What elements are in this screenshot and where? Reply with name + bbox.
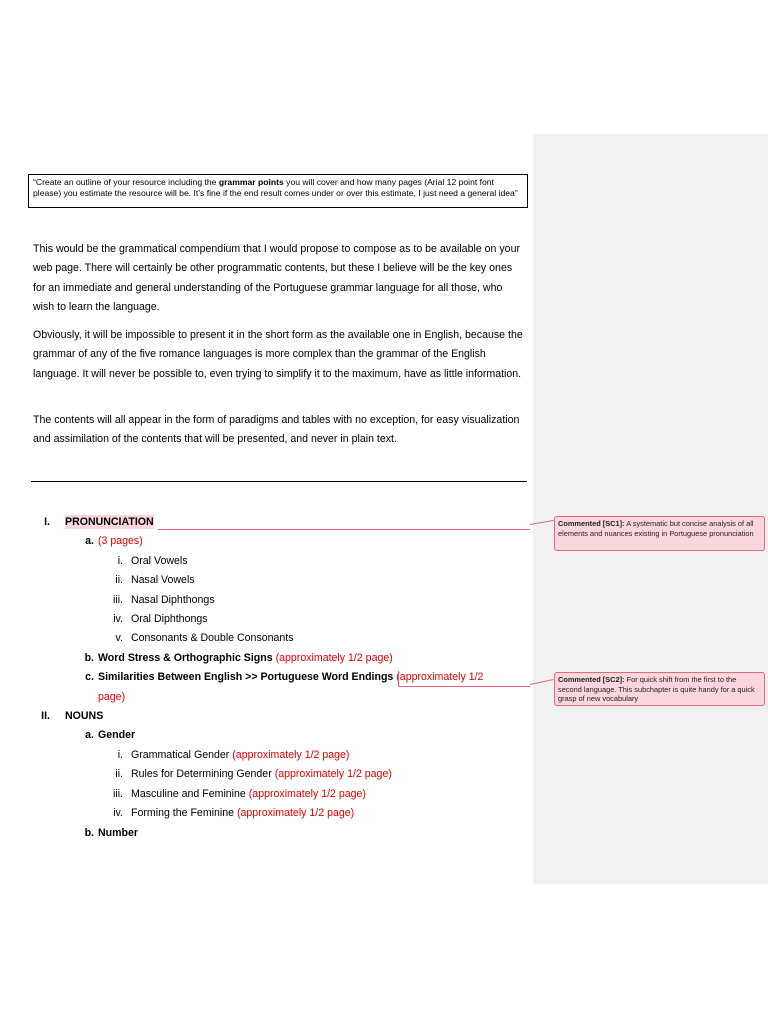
comments-margin-pane xyxy=(533,134,768,884)
page-estimate: (approximately 1/2 page) xyxy=(274,768,392,780)
page-estimate: (approximately 1/2 page) xyxy=(237,807,355,819)
subsection-1c-continued xyxy=(98,690,125,704)
subsection-title: Word Stress & Orthographic Signs xyxy=(98,652,273,664)
section-number: II. xyxy=(41,710,50,722)
quote-text-a: “Create an outline of your resource including the xyxy=(33,177,219,187)
paragraph-3: The contents will all appear in the form of paradigms and tables with no exception, for easy visualization and assimilation of the contents that will be presented, and never in plain text. xyxy=(33,414,520,446)
subsection-number: a. xyxy=(85,535,94,547)
comment-text: A systematic but concise analysis of all elements and nuances existing in Portuguese pronunciation xyxy=(558,519,754,538)
quote-bold-text: grammar points xyxy=(218,177,284,187)
page-estimate: (approximately 1/2 page) xyxy=(275,652,393,664)
comment-sc2[interactable] xyxy=(554,672,765,706)
section-title: NOUNS xyxy=(65,710,104,722)
quote-text-b: you will cover and how many pages (Arial 12 point font please) you estimate the resource will be. It’s fine if the end result comes under or over this estimate, I just need a general idea” xyxy=(33,177,518,198)
page-estimate: (approximately 1/2 page) xyxy=(248,788,366,800)
page-estimate: (approximately 1/2 page) xyxy=(232,749,350,761)
comment-text: For quick shift from the first to the second language. This subchapter is quite handy for a quick grasp of new vocabulary xyxy=(558,675,755,704)
subsection-title: Gender xyxy=(98,729,136,741)
horizontal-rule xyxy=(31,481,527,482)
page-estimate: (3 pages) xyxy=(98,535,143,547)
section-number: I. xyxy=(44,516,50,528)
subsection-title: Similarities Between English >> Portuguese Word Endings xyxy=(98,671,394,683)
paragraph-1: This would be the grammatical compendium that I would propose to compose as to be available on your web page. There will certainly be other programmatic contents, but these I believe will be the key ones for an immediate and general understanding of the Portuguese grammar language for all those, who wish to learn the language. xyxy=(33,243,520,314)
request-quote-box xyxy=(28,174,528,208)
comment-sc1[interactable] xyxy=(554,516,765,551)
section-title: PRONUNCIATION xyxy=(65,516,154,528)
page-estimate: page) xyxy=(98,691,126,703)
comment-label: Commented [SC1]: xyxy=(558,519,625,528)
subsection-title: Number xyxy=(98,827,139,839)
comment-label: Commented [SC2]: xyxy=(558,675,625,684)
paragraph-2: Obviously, it will be impossible to present it in the short form as the available one in English, because the grammar of any of the five romance languages is more complex than the grammar of the English language. It will never be possible to, even trying to simplify it to the maximum, have as little information. xyxy=(33,329,523,380)
page-estimate: (approximately 1/2 xyxy=(396,671,484,683)
comment-anchor-line-1 xyxy=(158,529,530,530)
comment-anchor-mark-2 xyxy=(398,671,530,687)
